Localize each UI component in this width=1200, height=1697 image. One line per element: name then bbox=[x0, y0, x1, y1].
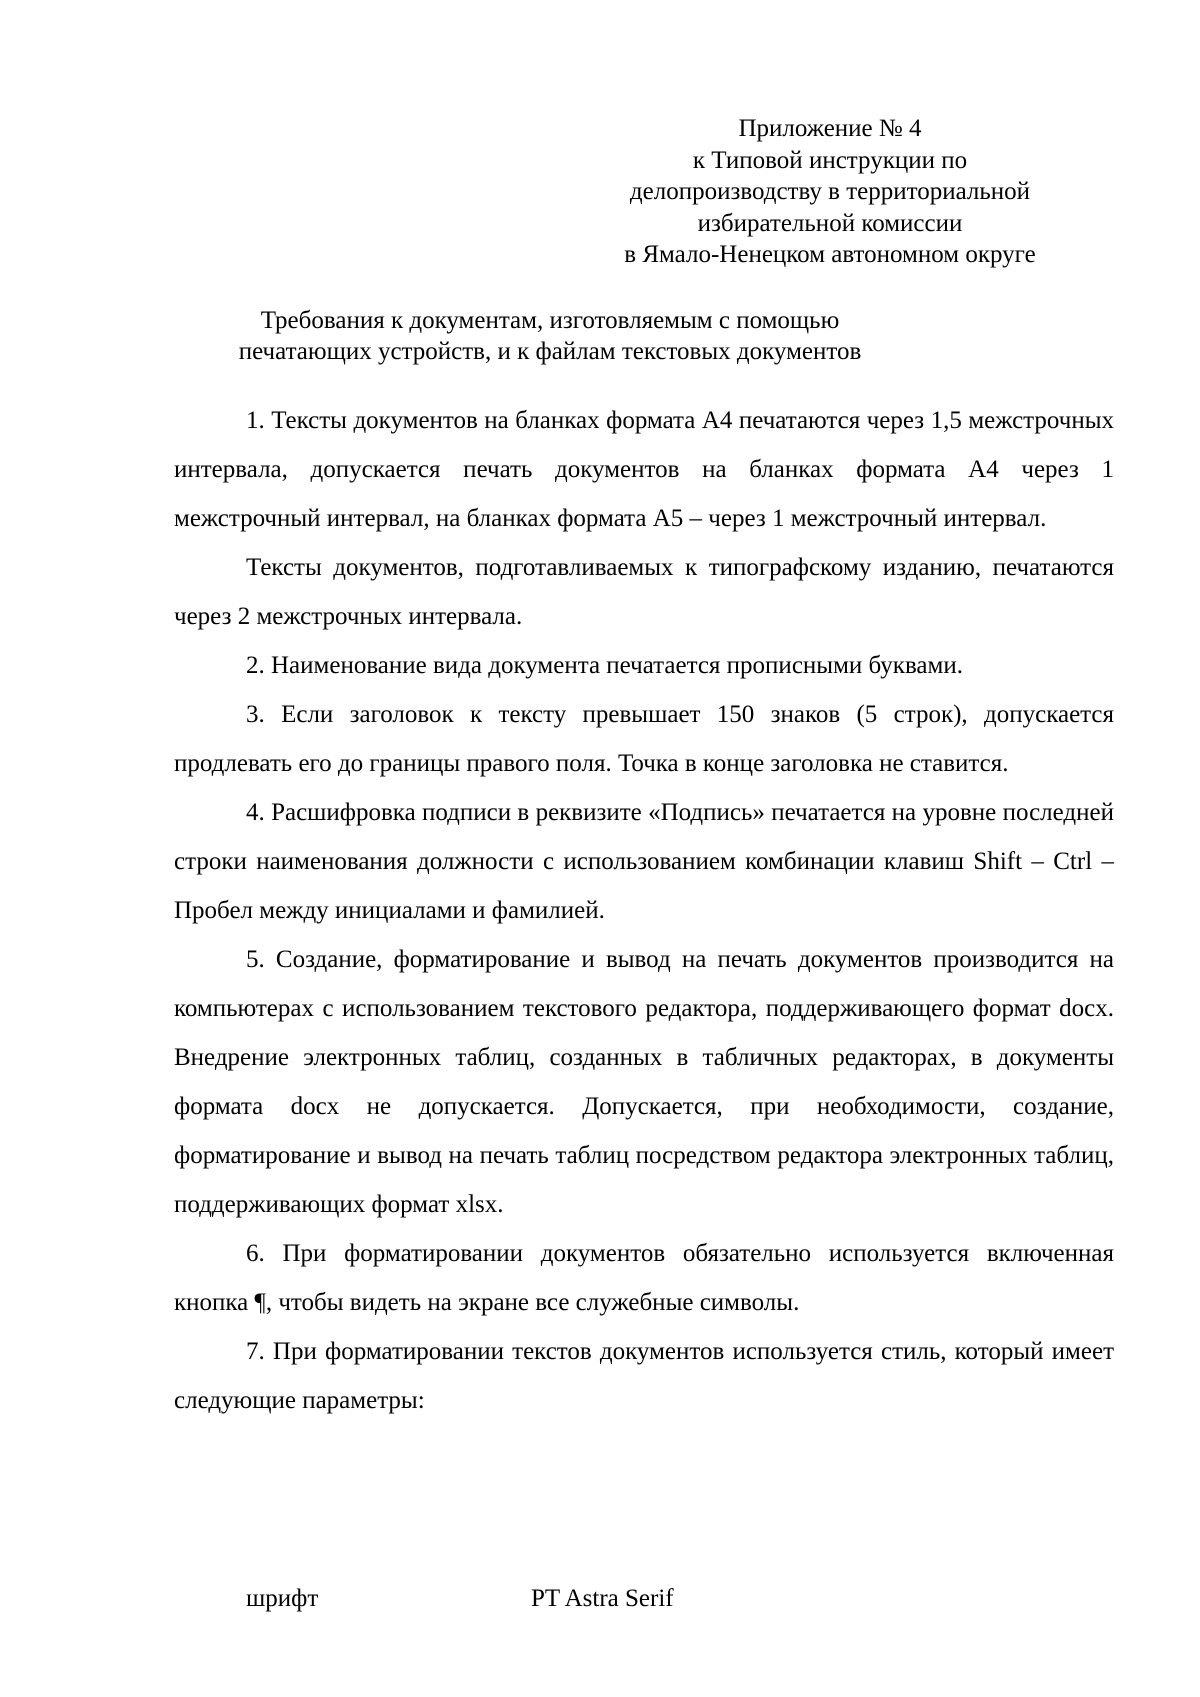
paragraph-5: 5. Создание, форматирование и вывод на печать документов производится на компьютерах с использованием текстового редактора, поддерживающего формат docx. Внедрение электронных таблиц, созданных в табличных редакторах, в документы формата docx не допускается. Допускается, при необходимости, создание, форматирование и вывод на печать таблиц посредством редактора электронных таблиц, поддерживающих формат xlsx. bbox=[174, 946, 1114, 1218]
paragraph-6: 6. При форматировании документов обязательно используется включенная кнопка ¶, чтобы видеть на экране все служебные символы. bbox=[174, 1240, 1114, 1316]
title-line: Требования к документам, изготовляемым с помощью bbox=[260, 307, 840, 334]
appendix-header bbox=[550, 113, 1110, 271]
appendix-line: в Ямало-Ненецком автономном округе bbox=[624, 241, 1036, 268]
appendix-line: избирательной комиссии bbox=[697, 209, 963, 237]
document-title bbox=[150, 305, 950, 367]
paragraph-7: 7. При форматировании текстов документов используется стиль, который имеет следующие параметры: bbox=[174, 1338, 1114, 1414]
document-body bbox=[174, 396, 1114, 1425]
paragraph-2: 2. Наименование вида документа печатается прописными буквами. bbox=[246, 652, 963, 679]
paragraph-1: 1. Тексты документов на бланках формата А4 печатаются через 1,5 межстрочных интервала, допускается печать документов на бланках формата А4 через 1 межстрочный интервал, на бланках формата А5 – через 1 межстрочный интервал. bbox=[174, 407, 1114, 532]
paragraph-4: 4. Расшифровка подписи в реквизите «Подпись» печатается на уровне последней строки наименования должности с использованием комбинации клавиш Shift – Ctrl – Пробел между инициалами и фамилией. bbox=[174, 799, 1114, 924]
appendix-line: делопроизводству в территориальной bbox=[629, 178, 1031, 205]
appendix-line: Приложение № 4 bbox=[738, 115, 922, 142]
parameter-name: шрифт bbox=[246, 1585, 319, 1612]
paragraph-1-continued: Тексты документов, подготавливаемых к типографскому изданию, печатаются через 2 межстрочных интервала. bbox=[174, 554, 1114, 630]
appendix-line: к Типовой инструкции по bbox=[692, 146, 968, 174]
paragraph-3: 3. Если заголовок к тексту превышает 150 знаков (5 строк), допускается продлевать его до границы правого поля. Точка в конце заголовка не ставится. bbox=[174, 701, 1114, 777]
title-line: печатающих устройств, и к файлам текстовых документов bbox=[238, 338, 862, 365]
parameter-value: PT Astra Serif bbox=[531, 1585, 674, 1612]
